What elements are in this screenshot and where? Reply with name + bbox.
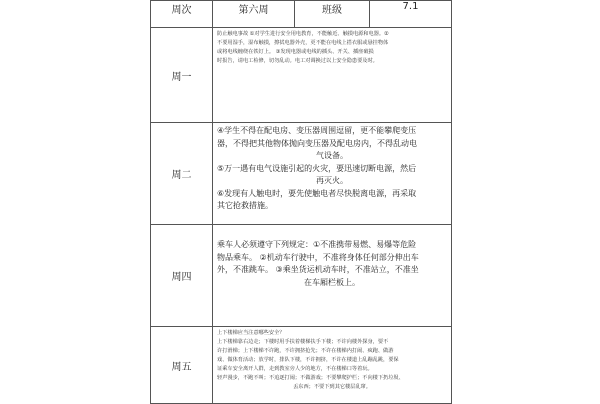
text-line: 上下楼梯应当注意哪些安全？ bbox=[217, 330, 285, 336]
text-line: 防止触电事故 ①对学生进行安全用电教育，不能触近、触摸电源和电器。② bbox=[217, 31, 389, 37]
header-row bbox=[151, 1, 452, 28]
week-label: 周次 bbox=[151, 1, 213, 28]
text-line: 其它抢救措施。 bbox=[217, 201, 273, 210]
text-line: 轻声漫步，不跑不叫；不追逐打闹；不做游戏；不要攀爬护栏；不向楼下扔垃圾、 bbox=[217, 375, 404, 381]
text-line: 时报告，请电工检修，切勿乱动。电工对调换过以上安全隐患要及时。 bbox=[217, 58, 378, 64]
class-label: 班级 bbox=[295, 1, 370, 28]
text-line: 不要用湿手，湿布触摸，擦拭电器外壳，更不能在电线上搭衣服或悬挂物体 bbox=[217, 40, 389, 46]
text-line: 乘车人必须遵守下列规定：①不准携带易燃、易爆等危险 bbox=[217, 240, 417, 249]
day-label-monday: 周一 bbox=[151, 28, 213, 123]
text-line: 气设备。 bbox=[316, 151, 348, 160]
text-line: 在车厢栏板上。 bbox=[304, 277, 360, 287]
text-line: 或将电线缠绕在铁钉上。 ③发现电器或电线的插头、开关、插座破损 bbox=[217, 49, 374, 55]
row-monday bbox=[151, 28, 452, 123]
safety-plan-table bbox=[150, 0, 452, 404]
text-line: ④学生不得在配电房、变压器周围逗留，更不能攀爬变压 bbox=[217, 126, 417, 135]
text-line: 戏、做体育活动；放学时，排队下楼，不许拥挤，不许在楼道上乱蹦乱跳，要保 bbox=[217, 357, 399, 363]
content-friday bbox=[213, 327, 452, 404]
week-value: 第六周 bbox=[213, 1, 295, 28]
row-thursday bbox=[151, 225, 452, 327]
text-line: 再灭火。 bbox=[316, 176, 348, 185]
content-monday bbox=[213, 28, 452, 123]
day-label-tuesday: 周二 bbox=[151, 123, 213, 225]
text-line: 许打滑梯；上下楼梯不许跑，不许拥挤抢先；不许在楼梯内打闹、疯跑、做游 bbox=[217, 348, 394, 354]
text-line: 上下楼梯靠右边走；下楼时用手扶着楼梯扶手下楼；不许向楼外探身，要不 bbox=[217, 339, 389, 345]
content-tuesday bbox=[213, 123, 452, 225]
text-line: ⑤万一遇有电气设施引起的火灾，要迅速切断电源，然后 bbox=[217, 163, 417, 173]
text-line: 证乘车安全离开人群，走到教室旁人少的地方，不在楼梯口等着玩。 bbox=[217, 366, 373, 372]
text-line: 物品乘车。 ②机动车行驶中，不准将身体任何部分伸出车 bbox=[217, 252, 419, 262]
text-line: 外，不准跳车。 ③乘坐货运机动车时，不准站立，不准坐 bbox=[217, 265, 419, 274]
content-thursday bbox=[213, 225, 452, 327]
row-tuesday bbox=[151, 123, 452, 225]
day-label-thursday: 周四 bbox=[151, 225, 213, 327]
row-friday bbox=[151, 327, 452, 404]
text-line: 丢东西；不要下到其它楼层乱窜。 bbox=[293, 384, 371, 390]
text-line: 器，不得把其他物体抛向变压器及配电房内，不得乱动电 bbox=[217, 138, 417, 148]
class-value: 7.1 bbox=[370, 1, 452, 28]
text-line: ⑥发现有人触电时，要先使触电者尽快脱离电源，再采取 bbox=[217, 188, 417, 198]
day-label-friday: 周五 bbox=[151, 327, 213, 404]
